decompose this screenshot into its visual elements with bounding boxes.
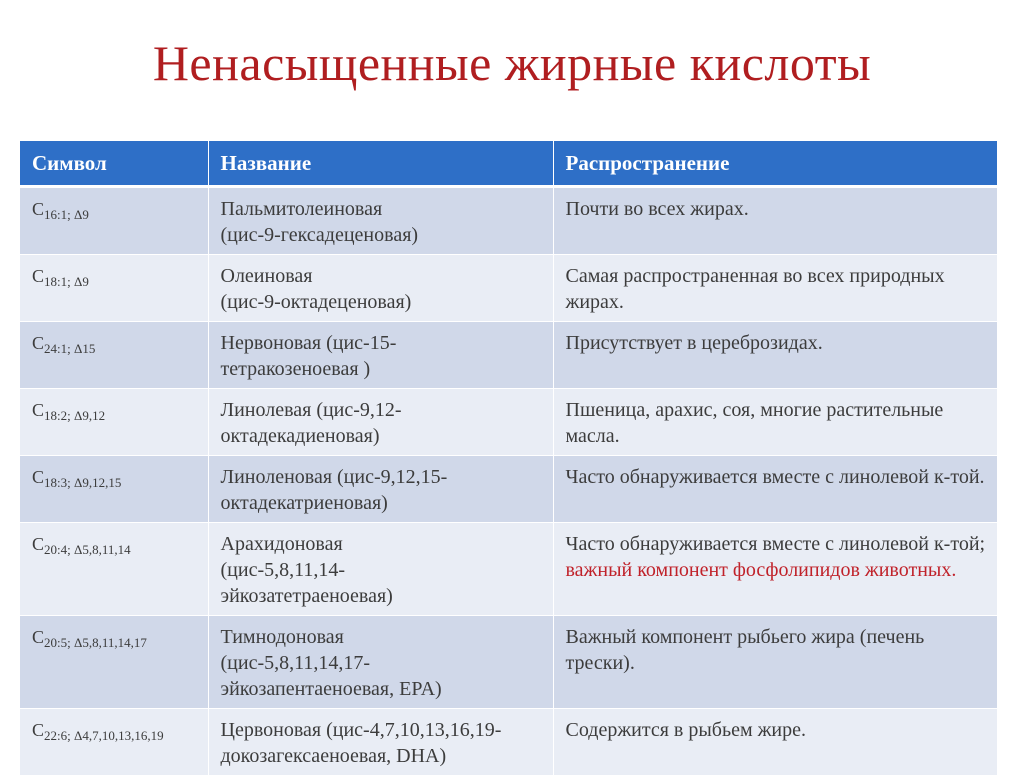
name-line: (цис-5,8,11,14,17-: [220, 652, 371, 674]
distribution-text: Самая распространенная во всех природных жирах.: [565, 265, 945, 313]
symbol-cell: [20, 523, 208, 616]
distribution-text: Почти во всех жирах.: [565, 198, 749, 220]
distribution-text: Важный компонент рыбьего жира (печень трески).: [565, 626, 925, 674]
distribution-text: Содержится в рыбьем жире.: [565, 719, 807, 741]
table-row: [20, 389, 997, 456]
table-row: [20, 523, 997, 616]
distribution-cell: [553, 523, 997, 616]
symbol-subscript: 20:4; Δ5,8,11,14: [44, 542, 131, 557]
distribution-cell: [553, 322, 997, 389]
name-cell: [208, 616, 553, 709]
symbol-text: C: [32, 333, 45, 353]
table-header-row: [20, 141, 997, 187]
table-row: [20, 616, 997, 709]
name-cell: [208, 709, 553, 776]
symbol-text: C: [32, 199, 45, 219]
distribution-cell: [553, 709, 997, 776]
name-cell: [208, 456, 553, 523]
name-line: (цис-9-октадеценовая): [220, 291, 412, 313]
distribution-cell: [553, 389, 997, 456]
symbol-subscript: 16:1; Δ9: [44, 207, 89, 222]
table-row: [20, 322, 997, 389]
distribution-text: Пшеница, арахис, соя, многие растительные масла.: [565, 399, 944, 447]
symbol-cell: [20, 616, 208, 709]
name-cell: [208, 523, 553, 616]
distribution-cell: [553, 456, 997, 523]
distribution-text: Присутствует в цереброзидах.: [565, 332, 823, 354]
name-line: Цервоновая (цис-4,7,10,13,16,19-: [220, 719, 502, 741]
distribution-text: Часто обнаруживается вместе с линолевой к-той.: [565, 466, 985, 488]
table-row: [20, 709, 997, 776]
symbol-cell: [20, 322, 208, 389]
name-line: Олеиновая: [220, 265, 313, 287]
symbol-cell: [20, 389, 208, 456]
slide-title: Ненасыщенные жирные кислоты: [152, 35, 872, 91]
table-row: [20, 456, 997, 523]
symbol-subscript: 18:1; Δ9: [44, 274, 89, 289]
name-line: Нервоновая (цис-15-: [220, 332, 397, 354]
distribution-highlight: важный компонент фосфолипидов животных.: [565, 559, 957, 581]
name-cell: [208, 322, 553, 389]
symbol-cell: [20, 255, 208, 322]
symbol-subscript: 22:6; Δ4,7,10,13,16,19: [44, 728, 164, 743]
symbol-subscript: 24:1; Δ15: [44, 341, 96, 356]
name-line: эйкозатетраеноевая): [220, 585, 393, 607]
name-cell: [208, 255, 553, 322]
name-line: докозагексаеноевая, DHA): [220, 745, 447, 767]
symbol-text: C: [32, 627, 45, 647]
symbol-subscript: 20:5; Δ5,8,11,14,17: [44, 635, 147, 650]
name-line: октадекатриеновая): [220, 492, 388, 514]
name-line: Линоленовая (цис-9,12,15-: [220, 466, 448, 488]
table-row: [20, 255, 997, 322]
header-name: Название: [208, 141, 553, 187]
symbol-subscript: 18:2; Δ9,12: [44, 408, 106, 423]
table-row: [20, 187, 997, 255]
symbol-text: C: [32, 467, 45, 487]
distribution-text: Часто обнаруживается вместе с линолевой к-той;: [565, 533, 986, 555]
distribution-cell: [553, 616, 997, 709]
symbol-text: C: [32, 720, 45, 740]
name-line: тетракозеноевая ): [220, 358, 371, 380]
distribution-cell: [553, 187, 997, 255]
name-line: Линолевая (цис-9,12-: [220, 399, 402, 421]
symbol-text: C: [32, 400, 45, 420]
symbol-cell: [20, 187, 208, 255]
symbol-subscript: 18:3; Δ9,12,15: [44, 475, 122, 490]
symbol-cell: [20, 456, 208, 523]
name-line: (цис-9-гексадеценовая): [220, 224, 419, 246]
name-cell: [208, 187, 553, 255]
distribution-cell: [553, 255, 997, 322]
header-symbol: Символ: [20, 141, 208, 187]
name-line: Пальмитолеиновая: [220, 198, 383, 220]
name-line: (цис-5,8,11,14-: [220, 559, 346, 581]
fatty-acids-table: [20, 141, 997, 776]
symbol-text: C: [32, 534, 45, 554]
name-line: Арахидоновая: [220, 533, 343, 555]
symbol-text: C: [32, 266, 45, 286]
name-line: Тимнодоновая: [220, 626, 344, 648]
symbol-cell: [20, 709, 208, 776]
header-distribution: Распространение: [553, 141, 997, 187]
name-line: эйкозапентаеноевая, EPA): [220, 678, 442, 700]
name-line: октадекадиеновая): [220, 425, 380, 447]
name-cell: [208, 389, 553, 456]
